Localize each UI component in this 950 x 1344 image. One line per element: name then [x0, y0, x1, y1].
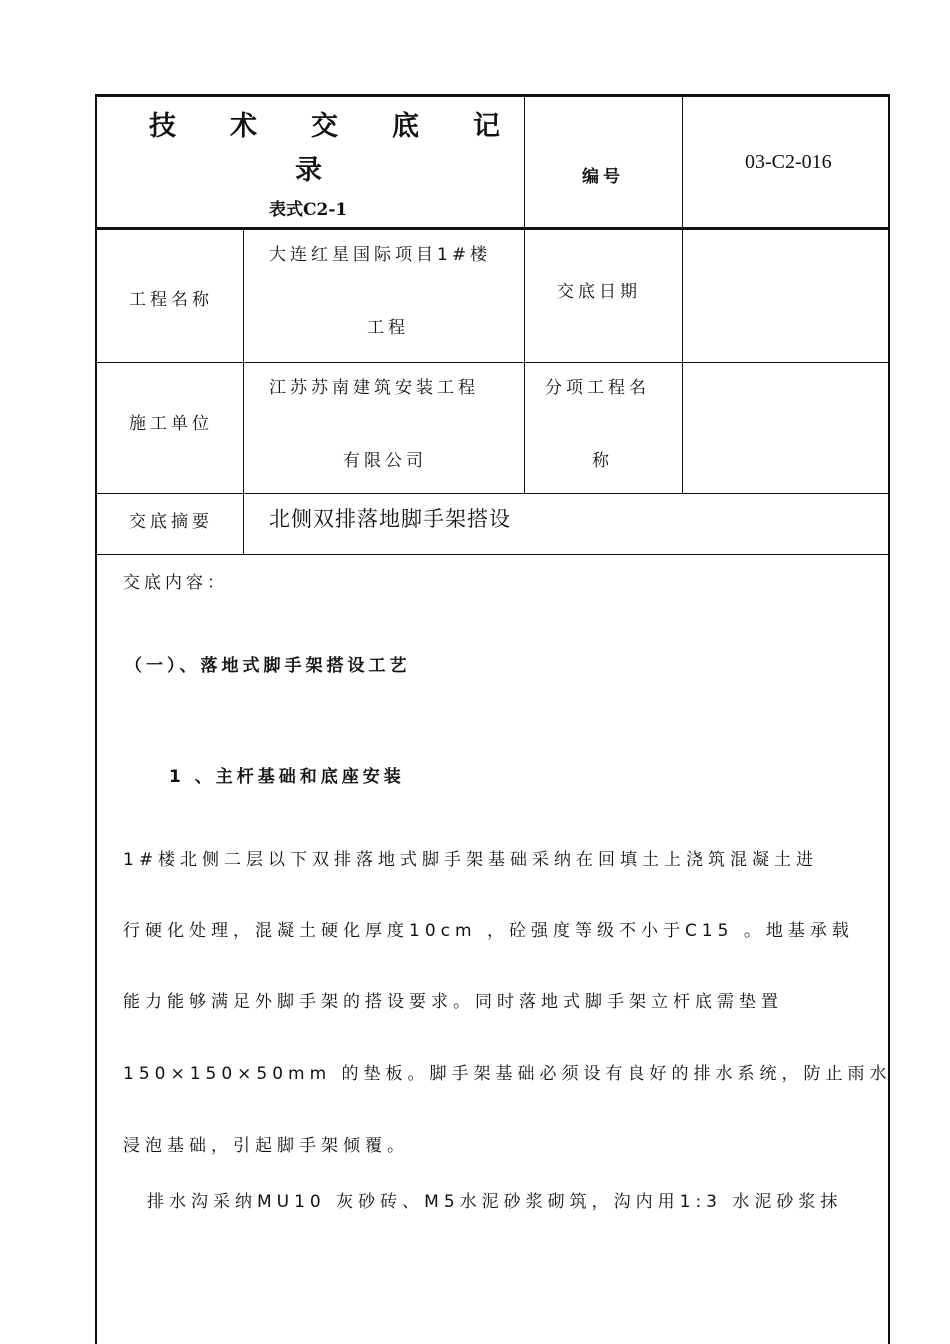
body-line: 150×150×50mm 的垫板。脚手架基础必须设有良好的排水系统，防止雨水 [123, 1064, 892, 1084]
sub-project-label-line2: 称 [592, 451, 613, 471]
body-line: 行硬化处理，混凝土硬化厚度10cm ，砼强度等级不小于C15 。地基承载 [123, 921, 854, 941]
content-label: 交底内容： [123, 573, 228, 593]
header-bottom-border [97, 227, 888, 230]
project-name-value-line1: 大连红星国际项目1#楼 [269, 245, 492, 265]
sub-project-label-line1: 分项工程名 [545, 378, 650, 398]
body-line: 1#楼北侧二层以下双排落地式脚手架基础采纳在回填土上浇筑混凝土进 [123, 850, 819, 870]
form-title-line1: 技 术 交 底 记 [149, 111, 500, 142]
body-line: 浸泡基础，引起脚手架倾覆。 [123, 1136, 409, 1156]
row-divider [97, 493, 888, 494]
row-divider [97, 554, 888, 555]
body-line: 能力能够满足外脚手架的搭设要求。同时落地式脚手架立杆底需垫置 [123, 992, 783, 1012]
construction-unit-line1: 江苏苏南建筑安装工程 [269, 378, 479, 398]
column-divider [682, 94, 683, 494]
form-code: 表式C2-1 [269, 200, 348, 220]
number-label: 编号 [582, 167, 624, 187]
row-divider [97, 362, 888, 363]
construction-unit-line2: 有限公司 [343, 451, 427, 471]
date-label: 交底日期 [557, 282, 641, 302]
form-title-line2: 录 [295, 155, 322, 186]
body-line: 排水沟采纳MU10 灰砂砖、M5水泥砂浆砌筑，沟内用1:3 水泥砂浆抹 [147, 1192, 843, 1212]
column-divider [243, 228, 244, 555]
column-divider [524, 94, 525, 494]
table-top-border [97, 94, 888, 97]
construction-unit-label: 施工单位 [129, 414, 213, 434]
number-value: 03-C2-016 [745, 151, 832, 173]
project-name-value-line2: 工程 [367, 318, 409, 338]
document-frame [95, 94, 890, 1344]
project-name-label: 工程名称 [129, 290, 213, 310]
subsection-heading: 1 、主杆基础和底座安装 [169, 767, 405, 787]
section-heading: （一）、落地式脚手架搭设工艺 [125, 656, 411, 676]
summary-value: 北侧双排落地脚手架搭设 [269, 507, 511, 531]
summary-label: 交底摘要 [129, 512, 213, 532]
